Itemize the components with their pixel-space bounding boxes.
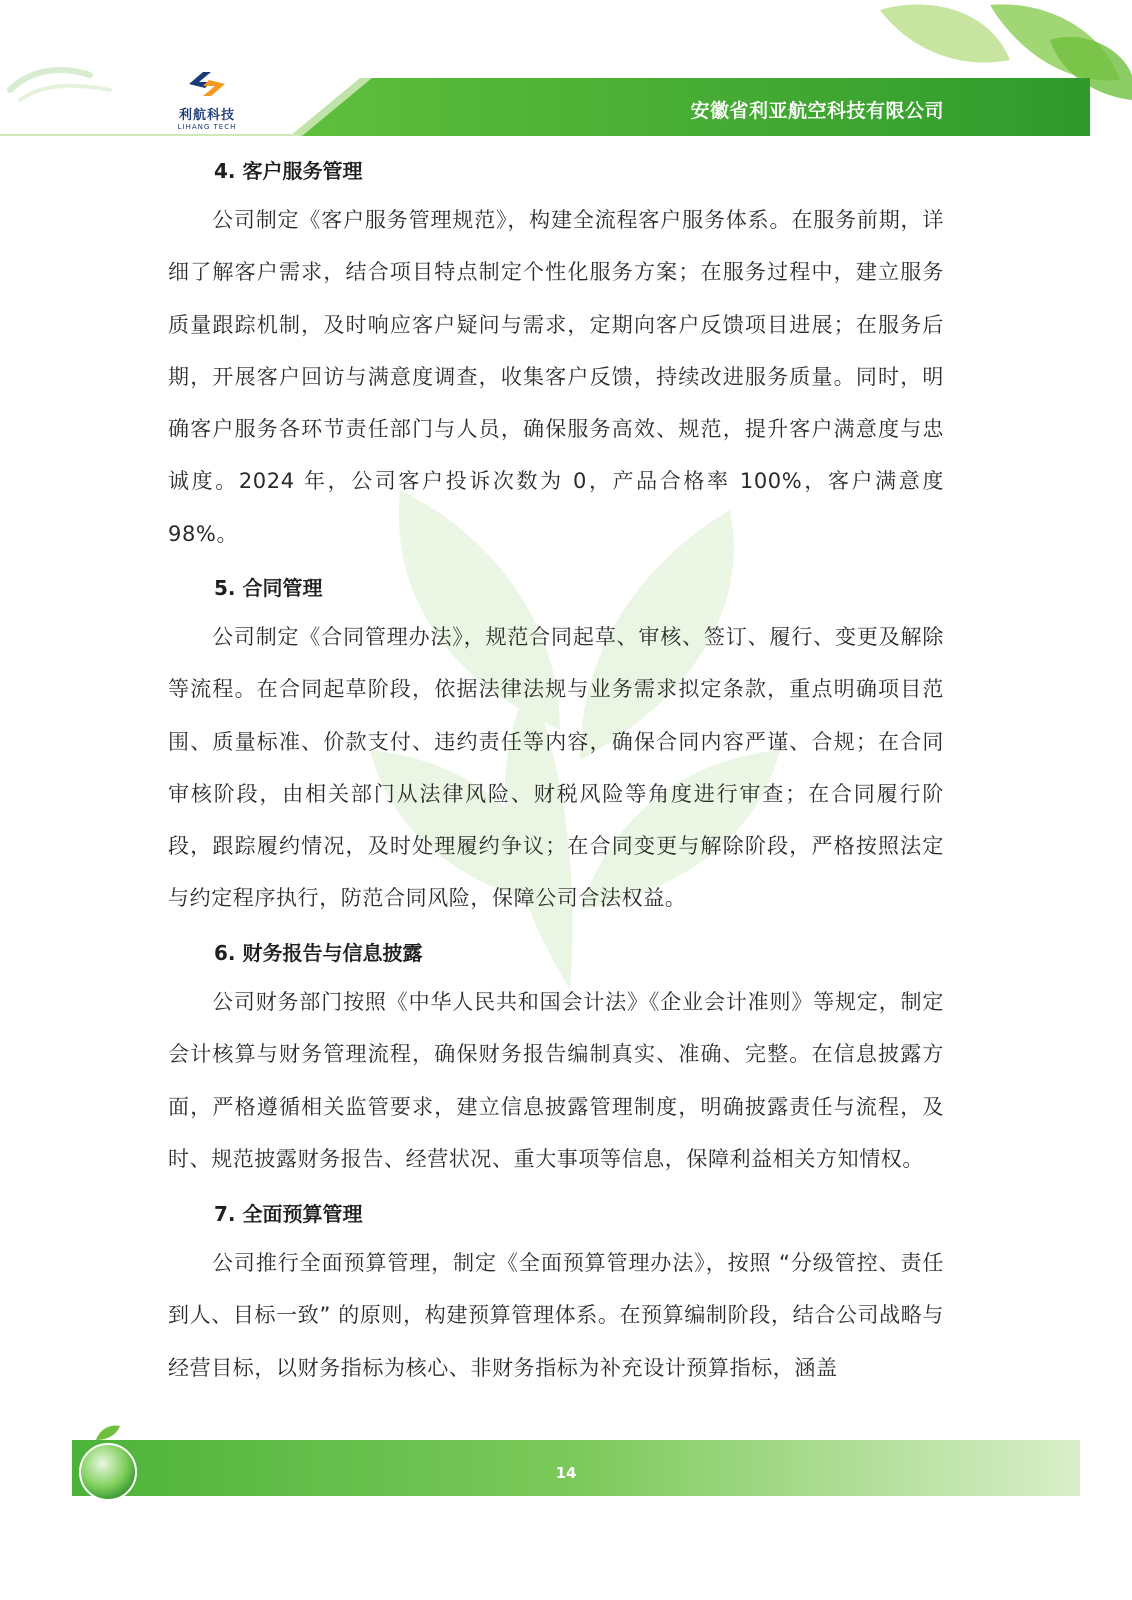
section-paragraph-6: 公司财务部门按照《中华人民共和国会计法》《企业会计准则》等规定，制定会计核算与财务管理流程，确保财务报告编制真实、准确、完整。在信息披露方面，严格遵循相关监管要求，建立信息披露管理制度，明确披露责任与流程，及时、规范披露财务报告、经营状况、重大事项等信息，保障利益相关方知情权。 xyxy=(168,990,944,1171)
section-heading-7: 7. 全面预算管理 xyxy=(214,1202,363,1226)
page-number: 14 xyxy=(555,1464,577,1482)
logo-english-text: LIHANG TECH xyxy=(177,123,237,131)
section-heading-6: 6. 财务报告与信息披露 xyxy=(214,941,423,965)
section-paragraph-4: 公司制定《客户服务管理规范》，构建全流程客户服务体系。在服务前期，详细了解客户需求，结合项目特点制定个性化服务方案；在服务过程中，建立服务质量跟踪机制，及时响应客户疑问与需求，定期向客户反馈项目进展；在服务后期，开展客户回访与满意度调查，收集客户反馈，持续改进服务质量。同时，明确客户服务各环节责任部门与人员，确保服务高效、规范，提升客户满意度与忠诚度。2024 年，公司客户投诉次数为 0，产品合格率 100%，客户满意度 98%。 xyxy=(168,208,944,546)
company-logo xyxy=(168,70,246,130)
section-heading-4: 4. 客户服务管理 xyxy=(214,159,363,183)
logo-chinese-text: 利航科技 xyxy=(178,108,235,123)
section-heading-5: 5. 合同管理 xyxy=(214,576,323,600)
section-paragraph-5: 公司制定《合同管理办法》，规范合同起草、审核、签订、履行、变更及解除等流程。在合同起草阶段，依据法律法规与业务需求拟定条款，重点明确项目范围、质量标准、价款支付、违约责任等内容，确保合同内容严谨、合规；在合同审核阶段，由相关部门从法律风险、财税风险等角度进行审查；在合同履行阶段，跟踪履约情况，及时处理履约争议；在合同变更与解除阶段，严格按照法定与约定程序执行，防范合同风险，保障公司合法权益。 xyxy=(168,625,944,911)
section-paragraph-7: 公司推行全面预算管理，制定《全面预算管理办法》，按照 “分级管控、责任到人、目标一致” 的原则，构建预算管理体系。在预算编制阶段，结合公司战略与经营目标，以财务指标为核心、非财务指标为补充设计预算指标，涵盖 xyxy=(168,1251,944,1380)
logo-mark-icon xyxy=(185,70,229,98)
company-name: 安徽省利亚航空科技有限公司 xyxy=(690,100,944,122)
